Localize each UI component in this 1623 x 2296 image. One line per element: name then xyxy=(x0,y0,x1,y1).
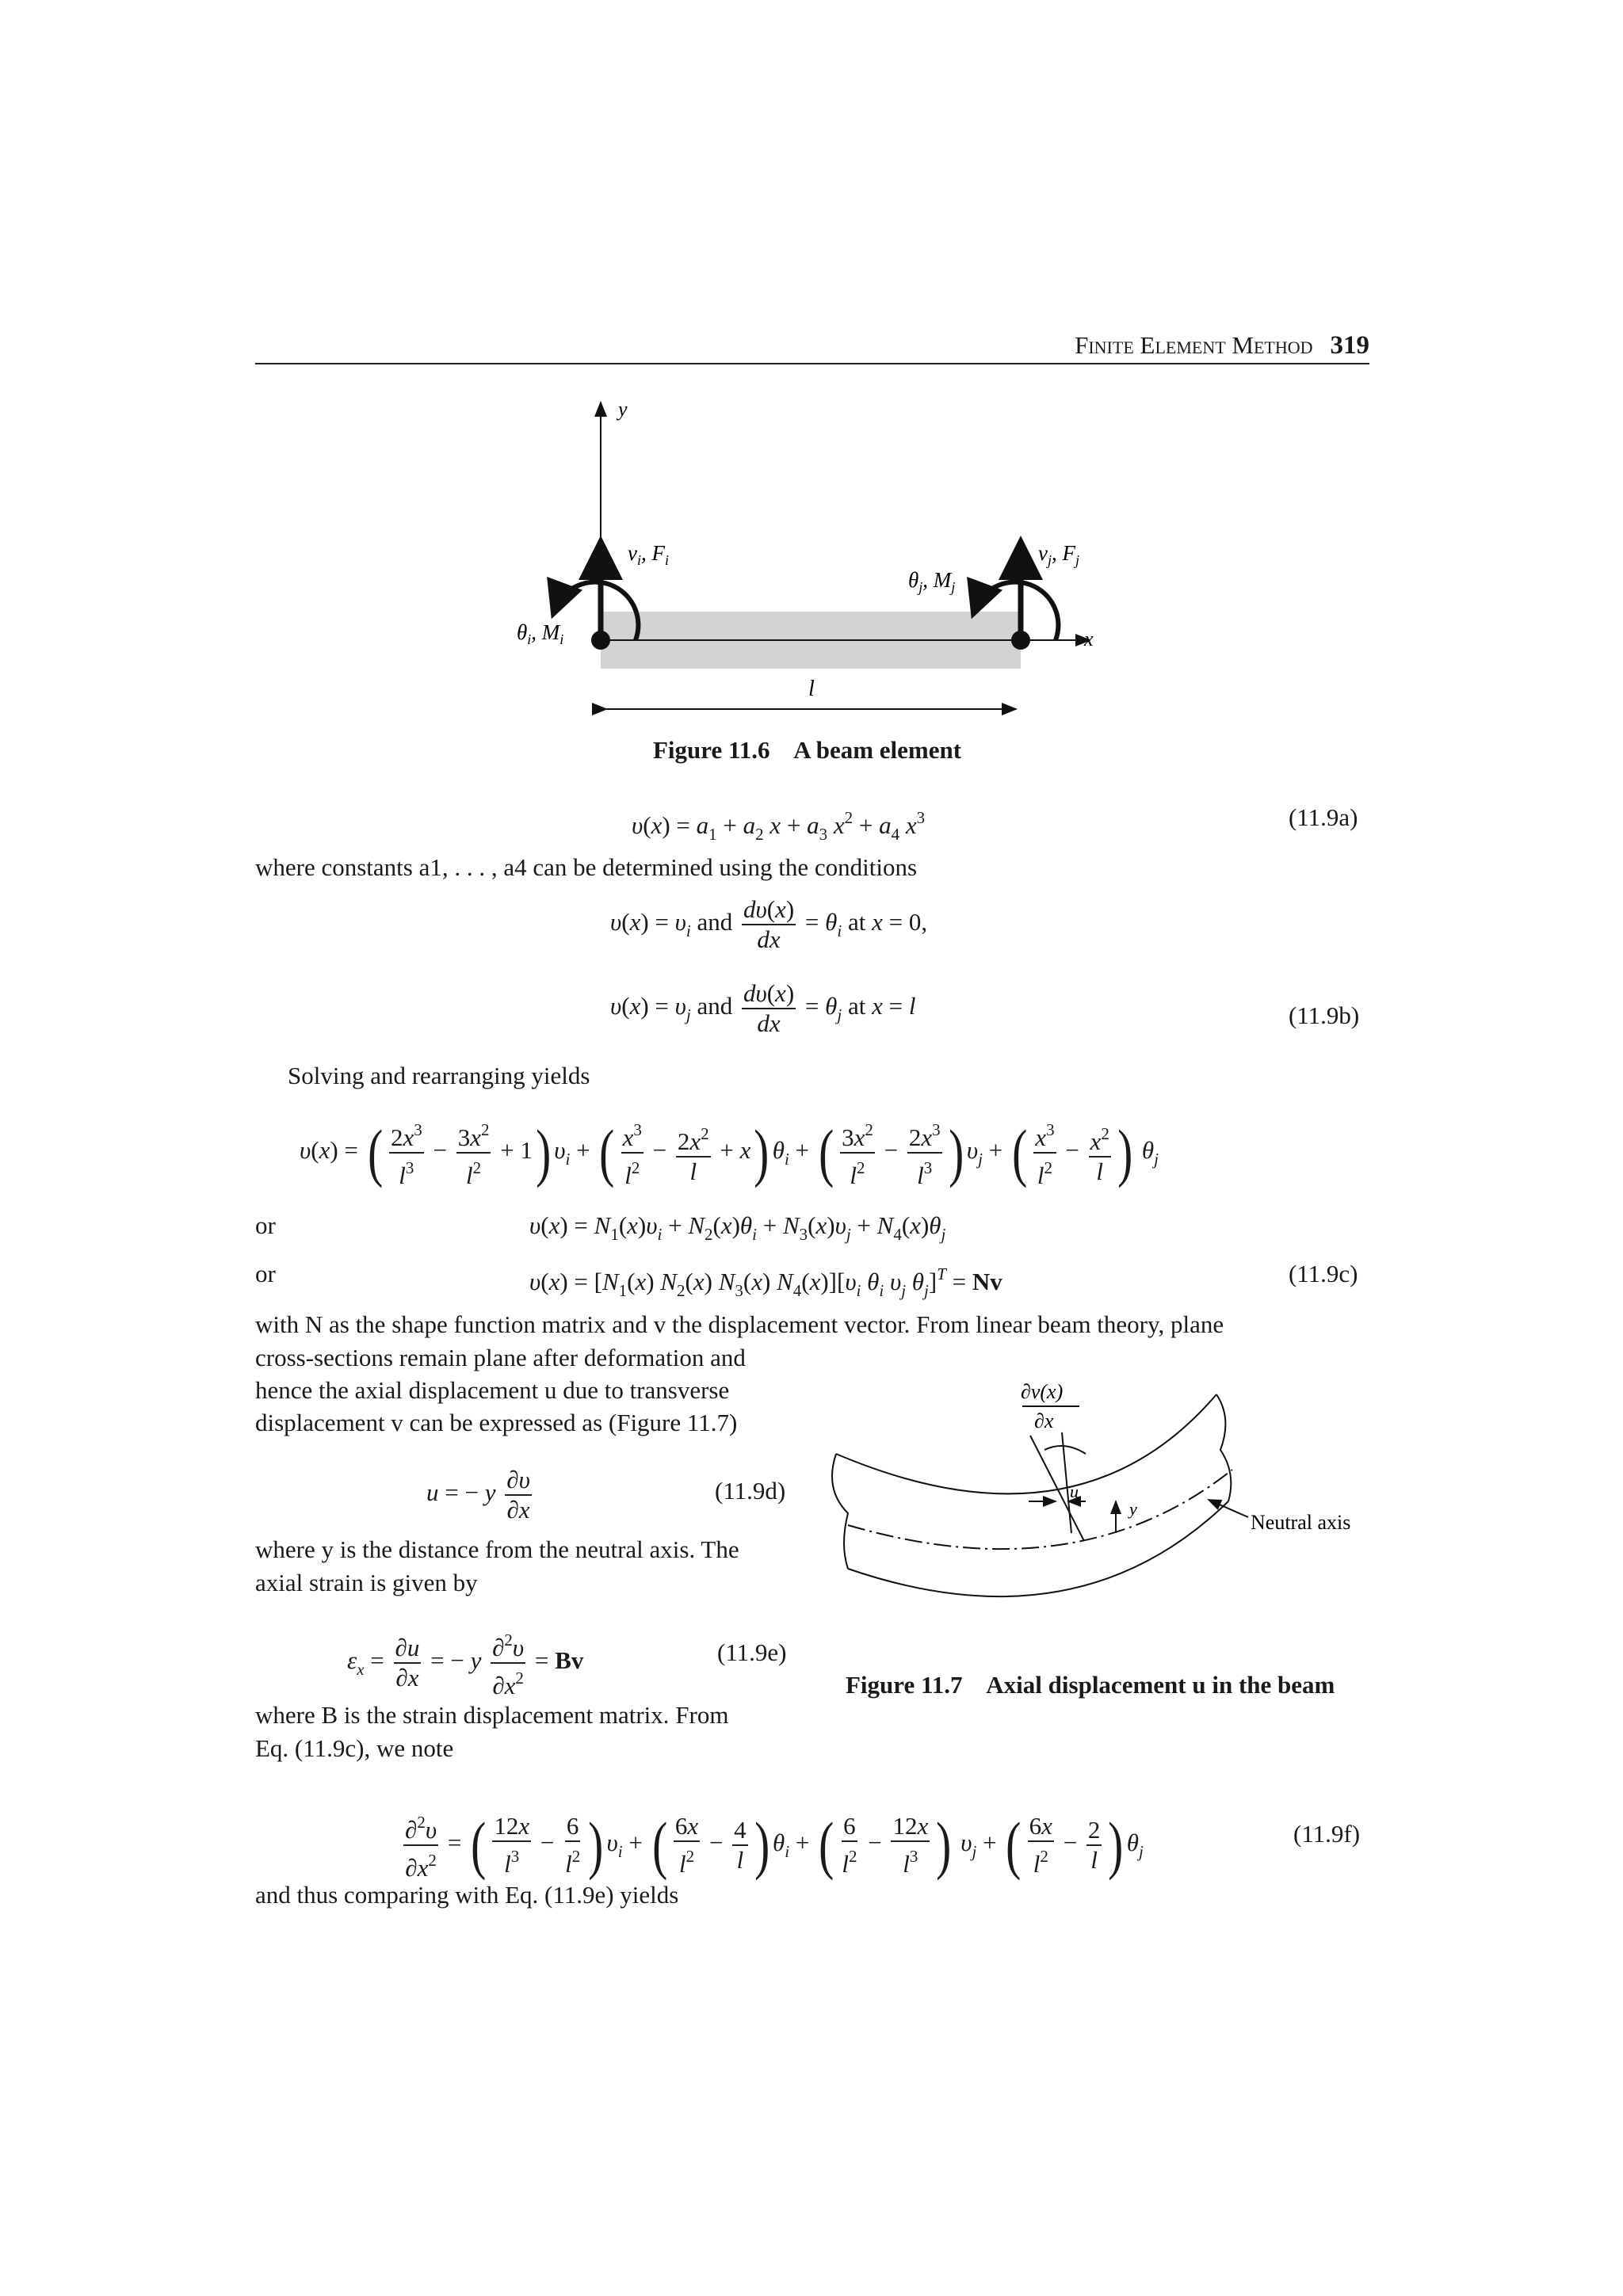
paragraph-line: Eq. (11.9c), we note xyxy=(255,1734,454,1762)
paragraph-final: and thus comparing with Eq. (11.9e) yields xyxy=(255,1881,679,1909)
slope-label-den: ∂x xyxy=(1034,1409,1054,1432)
equation-11-9a: $\upsilon(x) = a_1 + a_2$ $x + a_3$ $x^2 + a_4$ $x^3$ xyxy=(632,808,926,844)
paragraph-line: displacement v can be expressed as (Figure 11.7) xyxy=(255,1409,738,1436)
paragraph-line: where y is the distance from the neutral axis. The xyxy=(255,1535,739,1563)
figure-11-7-caption xyxy=(846,1669,1335,1701)
x-axis-label: x xyxy=(1084,627,1094,650)
beam-top-edge xyxy=(836,1394,1216,1493)
equation-11-9b-line2: $\upsilon(x) = \upsilon_j$ and $\frac{d\upsilon(x)}{dx}$ = $\theta_j$ at x = l xyxy=(610,979,916,1037)
equation-11-9c: $\upsilon(x) = [N_1(x)$ $N_2(x)$ $N_3(x)$ $N_4(x)][\upsilon_i$ $\theta_i$ $\upsilon_j$ $\theta_j]^T = Nv$ xyxy=(529,1264,1002,1300)
figure-11-6-caption xyxy=(653,734,961,766)
paragraph-line: hence the axial displacement u due to transverse xyxy=(255,1376,730,1404)
equation-11-9e: $\varepsilon_x$ = $\frac{\partial u}{\partial x}$ = − y $\frac{\partial^2\upsilon}{\partial x^2}$ = Bv xyxy=(347,1626,583,1700)
node-j xyxy=(1011,631,1030,650)
node-j-moment-label: $\theta_j$, $M_j$ xyxy=(908,568,956,595)
equation-number: (11.9a) xyxy=(1289,803,1358,831)
neutral-axis-line xyxy=(848,1470,1232,1549)
equation-number: (11.9b) xyxy=(1289,1001,1360,1029)
equation-vx-expansion: υ(x) = ( $\frac{2x^3}{l^3}$ − $\frac{3x^2}{l^2}$ + 1) $\upsilon_i$ + ( $\frac{x^3}{l^2}$ − $\frac{2x^2}{l}$ + x) $\theta_i$ + ( $\frac{3x^2}{l^2}$ − $\frac{2x^3}{l^3}$ ) $\upsilon_j$ + ( $\frac{x^3}{l^2}$ − $\frac{x^2}{l}$ ) $\theta_j$ xyxy=(300,1116,1159,1189)
u-label: u xyxy=(1070,1482,1079,1501)
equation-number: (11.9c) xyxy=(1289,1260,1358,1287)
page-number: 319 xyxy=(1330,331,1369,360)
paragraph-line: cross-sections remain plane after deformation and xyxy=(255,1344,746,1371)
neutral-axis-label: Neutral axis xyxy=(1251,1511,1351,1534)
node-i xyxy=(591,631,610,650)
equation-vx-shape-functions: $\upsilon(x) = N_1(x)\upsilon_i + N_2(x)\theta_i + N_3(x)\upsilon_j + N_4(x)\theta_j$ xyxy=(529,1211,946,1244)
paragraph-line: with N as the shape function matrix and v the displacement vector. From linear beam theory, plane xyxy=(255,1310,1224,1338)
paragraph-solving: Solving and rearranging yields xyxy=(288,1062,590,1089)
running-title: Finite Element Method xyxy=(1075,331,1313,359)
beam-right-end xyxy=(1216,1394,1231,1501)
beam-bottom-edge xyxy=(848,1501,1228,1596)
caption-text: Axial displacement u in the beam xyxy=(986,1671,1335,1699)
y-axis-label: y xyxy=(618,398,628,421)
equation-number: (11.9f) xyxy=(1293,1820,1361,1848)
equation-11-9d: u = − y $\frac{\partial\upsilon}{\partial x}$ xyxy=(426,1466,530,1524)
label-or: or xyxy=(255,1211,276,1239)
node-i-moment-label: $\theta_i$, $M_i$ xyxy=(517,620,564,647)
caption-text: A beam element xyxy=(793,736,962,764)
paragraph-line: where B is the strain displacement matrix. From xyxy=(255,1701,729,1729)
equation-number: (11.9d) xyxy=(715,1477,786,1505)
figure-11-7-bent-beam-diagram xyxy=(824,1371,1351,1624)
equation-11-9f: $\frac{\partial^2\upsilon}{\partial x^2}$ = ( $\frac{12x}{l^3}$ − $\frac{6}{l^2}$ ) $\upsilon_i$ + ( $\frac{6x}{l^2}$ − $\frac{4}{l}$ ) $\theta_i$ + ( $\frac{6}{l^2}$ − $\frac{12x}{l^3}$ ) $\upsilon_j$ + ( $\frac{6x}{l^2}$ − $\frac{2}{l}$ ) $\theta_j$ xyxy=(405,1809,1144,1882)
caption-number: Figure 11.6 xyxy=(653,736,770,764)
paragraph-constants: where constants a1, . . . , a4 can be determined using the conditions xyxy=(255,853,918,881)
equation-number: (11.9e) xyxy=(717,1638,787,1666)
beam-left-end xyxy=(832,1454,848,1569)
label-or: or xyxy=(255,1260,276,1287)
caption-number: Figure 11.7 xyxy=(846,1671,963,1699)
length-label: l xyxy=(808,677,815,701)
slope-arc xyxy=(1044,1446,1086,1454)
node-j-force-label: $v_j$, $F_j$ xyxy=(1038,541,1080,568)
equation-11-9b-line1: $\upsilon(x) = \upsilon_i$ and $\frac{d\upsilon(x)}{dx}$ = $\theta_i$ at x = 0, xyxy=(610,895,928,953)
header-rule xyxy=(255,363,1369,364)
figure-11-6-beam-diagram xyxy=(475,388,1125,729)
y-label: y xyxy=(1129,1499,1137,1519)
node-i-force-label: $v_i$, $F_i$ xyxy=(628,541,670,568)
slope-label-num: ∂v(x) xyxy=(1021,1380,1064,1403)
running-header xyxy=(1030,331,1369,360)
paragraph-line: axial strain is given by xyxy=(255,1569,478,1596)
